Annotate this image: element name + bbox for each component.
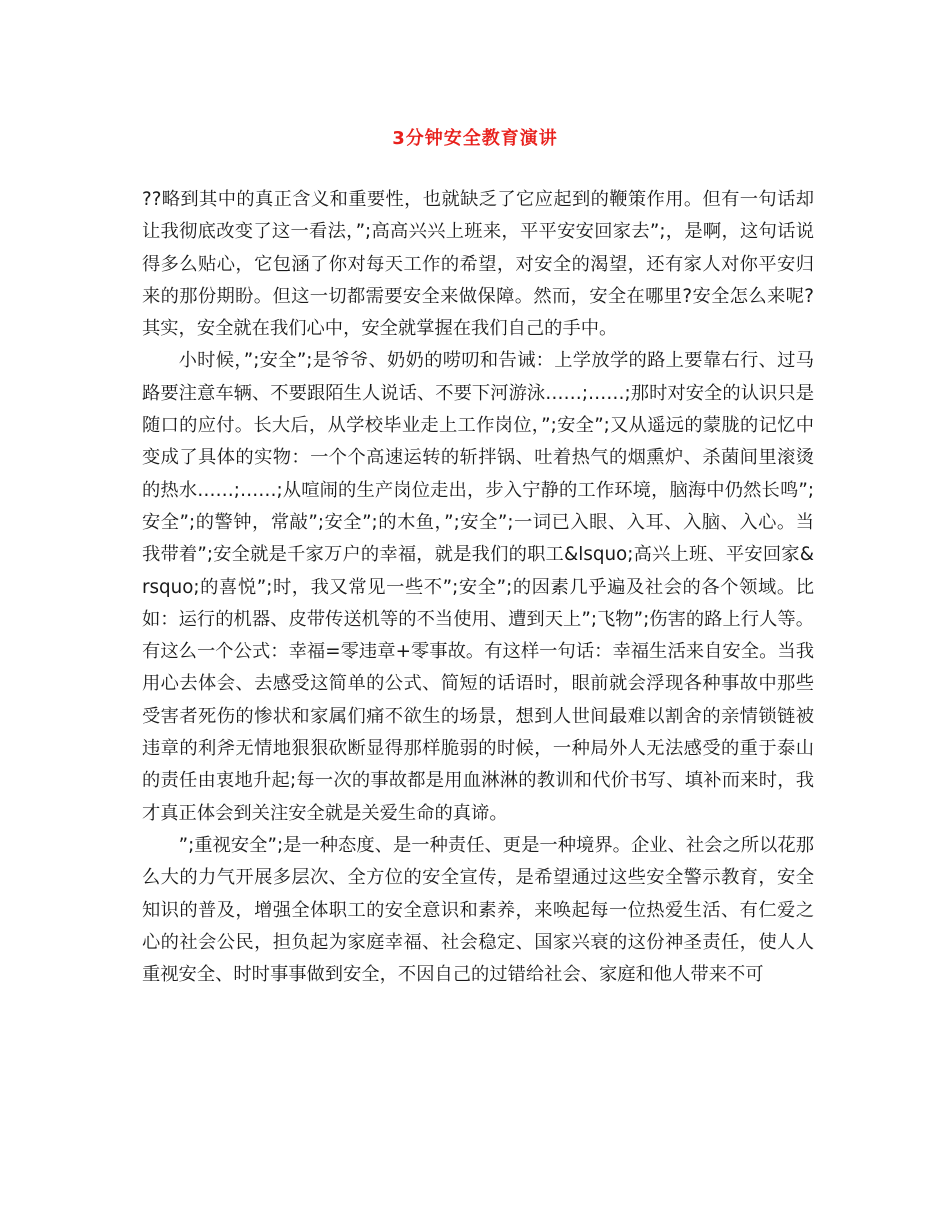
paragraph-2: 小时候，”;安全”;是爷爷、奶奶的唠叨和告诫：上学放学的路上要靠右行、过马路要注意车辆、不要跟陌生人说话、不要下河游泳……;……;那时对安全的认识只是随口的应付。长大后，从学校毕业走上工作岗位，”;安全”;又从遥远的蒙胧的记忆中变成了具体的实物：一个个高速运转的斩拌锅、吐着热气的烟熏炉、杀菌间里滚烫的热水……;……;从喧闹的生产岗位走出，步入宁静的工作环境，脑海中仍然长鸣”;安全”;的警钟，常敲”;安全”;的木鱼，”;安全”;一词已入眼、入耳、入脑、入心。当我带着”;安全就是千家万户的幸福，就是我们的职工&lsquo;高兴上班、平安回家&rsquo;的喜悦”;时，我又常见一些不”;安全”;的因素几乎遍及社会的各个领域。比如：运行的机器、皮带传送机等的不当使用、遭到天上”;飞物”;伤害的路上行人等。有这么一个公式：幸福=零违章+零事故。有这样一句话：幸福生活来自安全。当我用心去体会、去感受这简单的公式、简短的话语时，眼前就会浮现各种事故中那些受害者死伤的惨状和家属们痛不欲生的场景，想到人世间最难以割舍的亲情锁链被违章的利斧无情地狠狠砍断显得那样脆弱的时候，一种局外人无法感受的重于泰山的责任由衷地升起;每一次的事故都是用血淋淋的教训和代价书写、填补而来时，我才真正体会到关注安全就是关爱生命的真谛。: [142, 350, 814, 824]
paragraph-1: ??略到其中的真正含义和重要性，也就缺乏了它应起到的鞭策作用。但有一句话却让我彻底改变了这一看法，”;高高兴兴上班来，平平安安回家去”;，是啊，这句话说得多么贴心，它包涵了你对每天工作的希望，对安全的渴望，还有家人对你平安归来的那份期盼。但这一切都需要安全来做保障。然而，安全在哪里?安全怎么来呢?其实，安全就在我们心中，安全就掌握在我们自己的手中。: [142, 189, 814, 340]
paragraph-3: ”;重视安全”;是一种态度、是一种责任、更是一种境界。企业、社会之所以花那么大的力气开展多层次、全方位的安全宣传，是希望通过这些安全警示教育，安全知识的普及，增强全体职工的安全意识和素养，来唤起每一位热爱生活、有仁爱之心的社会公民，担负起为家庭幸福、社会稳定、国家兴衰的这份神圣责任，使人人重视安全、时时事事做到安全，不因自己的过错给社会、家庭和他人带来不可: [142, 834, 814, 986]
document-title: 3分钟安全教育演讲: [392, 128, 558, 149]
document-body: [142, 184, 814, 991]
